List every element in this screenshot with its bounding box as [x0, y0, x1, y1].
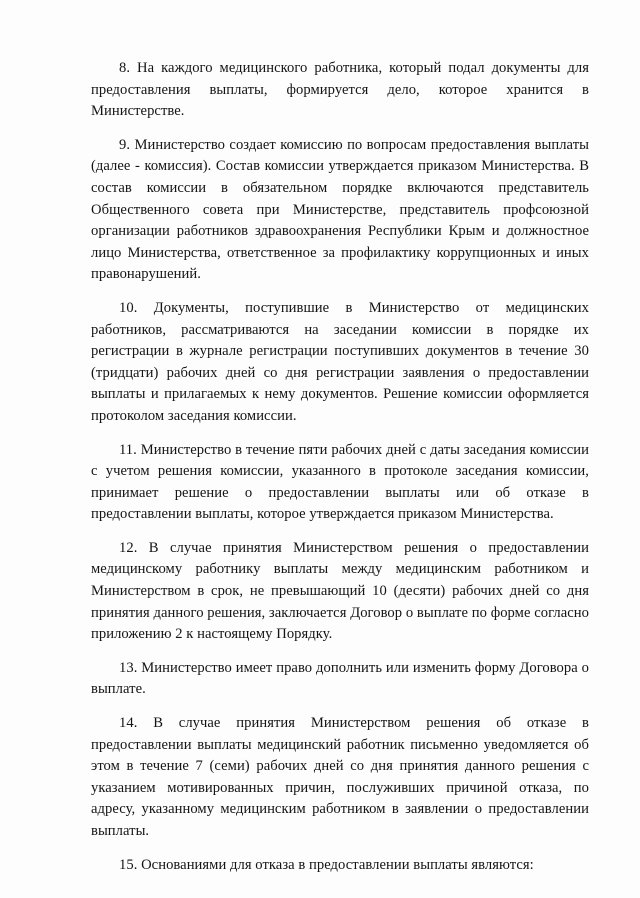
paragraph-15: 15. Основаниями для отказа в предоставлении выплаты являются: — [119, 856, 534, 873]
paragraph-12: 12. В случае принятия Министерством решения о предоставлении медицинскому работнику выплаты между медицинским работником и Министерством в срок, не превышающий 10 (десяти) рабочих дней со дня принятия данного решения, заключается Договор о выплате по форме согласно приложению 2 к настоящему Порядку. — [91, 539, 589, 643]
paragraph-14: 14. В случае принятия Министерством решения об отказе в предоставлении выплаты медицинский работник письменно уведомляется об этом в течение 7 (семи) рабочих дней со дня принятия данного решения с указанием мотивированных причин, послуживших причиной отказа, по адресу, указанному медицинским работником в заявлении о предоставлении выплаты. — [91, 715, 589, 839]
document-body — [91, 58, 589, 876]
paragraph-13: 13. Министерство имеет право дополнить или изменить форму Договора о выплате. — [91, 659, 589, 698]
paragraph-8: 8. На каждого медицинского работника, который подал документы для предоставления выплаты, формируется дело, которое хранится в Министерстве. — [91, 60, 589, 120]
paragraph-11: 11. Министерство в течение пяти рабочих дней с даты заседания комиссии с учетом решения комиссии, указанного в протоколе заседания комиссии, принимает решение о предоставлении выплаты или об отказе в предоставлении выплаты, которое утверждается приказом Министерства. — [91, 441, 589, 523]
paragraph-9: 9. Министерство создает комиссию по вопросам предоставления выплаты (далее - комиссия). Состав комиссии утверждается приказом Министерства. В состав комиссии в обязательном порядке включаются представитель Общественного совета при Министерстве, представитель профсоюзной организации работников здравоохранения Республики Крым и должностное лицо Министерства, ответственное за профилактику коррупционных и иных правонарушений. — [91, 136, 589, 283]
paragraph-10: 10. Документы, поступившие в Министерство от медицинских работников, рассматриваются на заседании комиссии в порядке их регистрации в журнале регистрации поступивших документов в течение 30 (тридцати) рабочих дней со дня регистрации заявления о предоставлении выплаты и прилагаемых к нему документов. Решение комиссии оформляется протоколом заседания комиссии. — [91, 299, 589, 424]
